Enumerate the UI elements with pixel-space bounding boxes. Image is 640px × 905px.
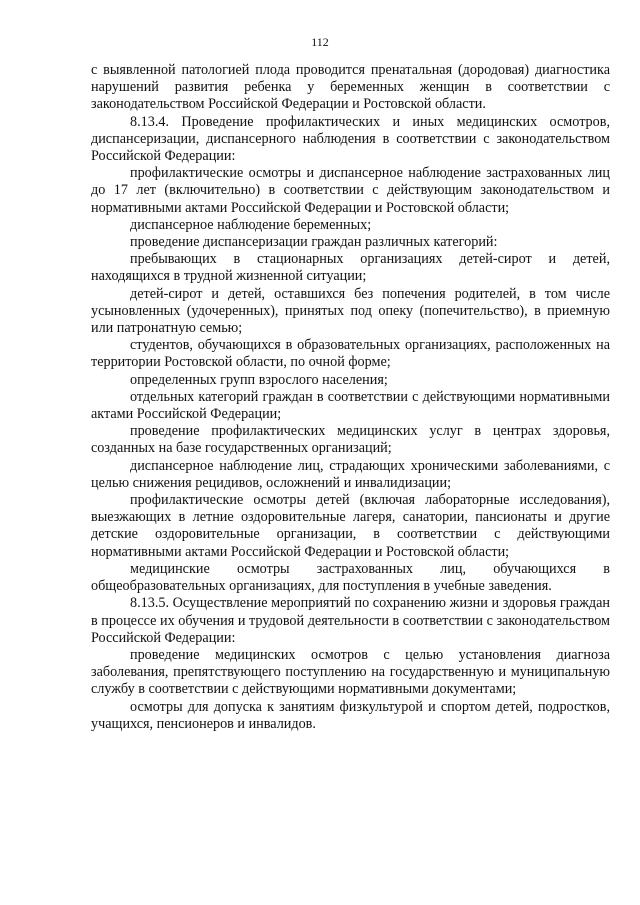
list-item: осмотры для допуска к занятиям физкультурой и спортом детей, подростков, учащихся, пенсионеров и инвалидов. — [91, 698, 610, 732]
list-item: определенных групп взрослого населения; — [130, 371, 388, 388]
list-item: профилактические осмотры детей (включая лабораторные исследования), выезжающих в летние оздоровительные лагеря, санатории, пансионаты и другие детские оздоровительные организации, в соответствии с действующими нормативными актами Российской Федерации и Ростовской области; — [91, 492, 610, 560]
section-heading-8-13-5: 8.13.5. Осуществление мероприятий по сохранению жизни и здоровья граждан в процессе их обучения и трудовой деятельности в соответствии с законодательством Российской Федерации: — [91, 595, 610, 646]
list-item: диспансерное наблюдение беременных; — [130, 216, 372, 233]
list-item: пребывающих в стационарных организациях детей-сирот и детей, находящихся в трудной жизненной ситуации; — [91, 251, 610, 285]
document-body — [91, 62, 610, 733]
paragraph: с выявленной патологией плода проводится пренатальная (дородовая) диагностика нарушений развития ребенка у беременных женщин в соответствии с законодательством Российской Федерации и Ростовской области. — [91, 62, 610, 113]
page-number: 112 — [311, 35, 329, 49]
list-item: проведение диспансеризации граждан различных категорий: — [130, 234, 498, 251]
list-item: студентов, обучающихся в образовательных организациях, расположенных на территории Ростовской области, по очной форме; — [91, 337, 610, 371]
list-item: проведение профилактических медицинских услуг в центрах здоровья, созданных на базе государственных организаций; — [91, 423, 610, 457]
list-item: медицинские осмотры застрахованных лиц, обучающихся в общеобразовательных организациях, для поступления в учебные заведения. — [91, 560, 610, 595]
section-heading-8-13-4: 8.13.4. Проведение профилактических и иных медицинских осмотров, диспансеризации, диспансерного наблюдения в соответствии с законодательством Российской Федерации: — [91, 113, 610, 165]
list-item: диспансерное наблюдение лиц, страдающих хроническими заболеваниями, с целью снижения рецидивов, осложнений и инвалидизации; — [91, 457, 610, 491]
list-item: проведение медицинских осмотров с целью установления диагноза заболевания, препятствующего поступлению на государственную и муниципальную службу в соответствии с действующими нормативными документами; — [91, 646, 610, 698]
list-item: детей-сирот и детей, оставшихся без попечения родителей, в том числе усыновленных (удочеренных), принятых под опеку (попечительство), в приемную или патронатную семью; — [91, 285, 610, 337]
list-item: отдельных категорий граждан в соответствии с действующими нормативными актами Российской Федерации; — [91, 388, 610, 423]
list-item: профилактические осмотры и диспансерное наблюдение застрахованных лиц до 17 лет (включительно) в соответствии с действующим законодательством и нормативными актами Российской Федерации и Ростовской области; — [91, 165, 610, 216]
